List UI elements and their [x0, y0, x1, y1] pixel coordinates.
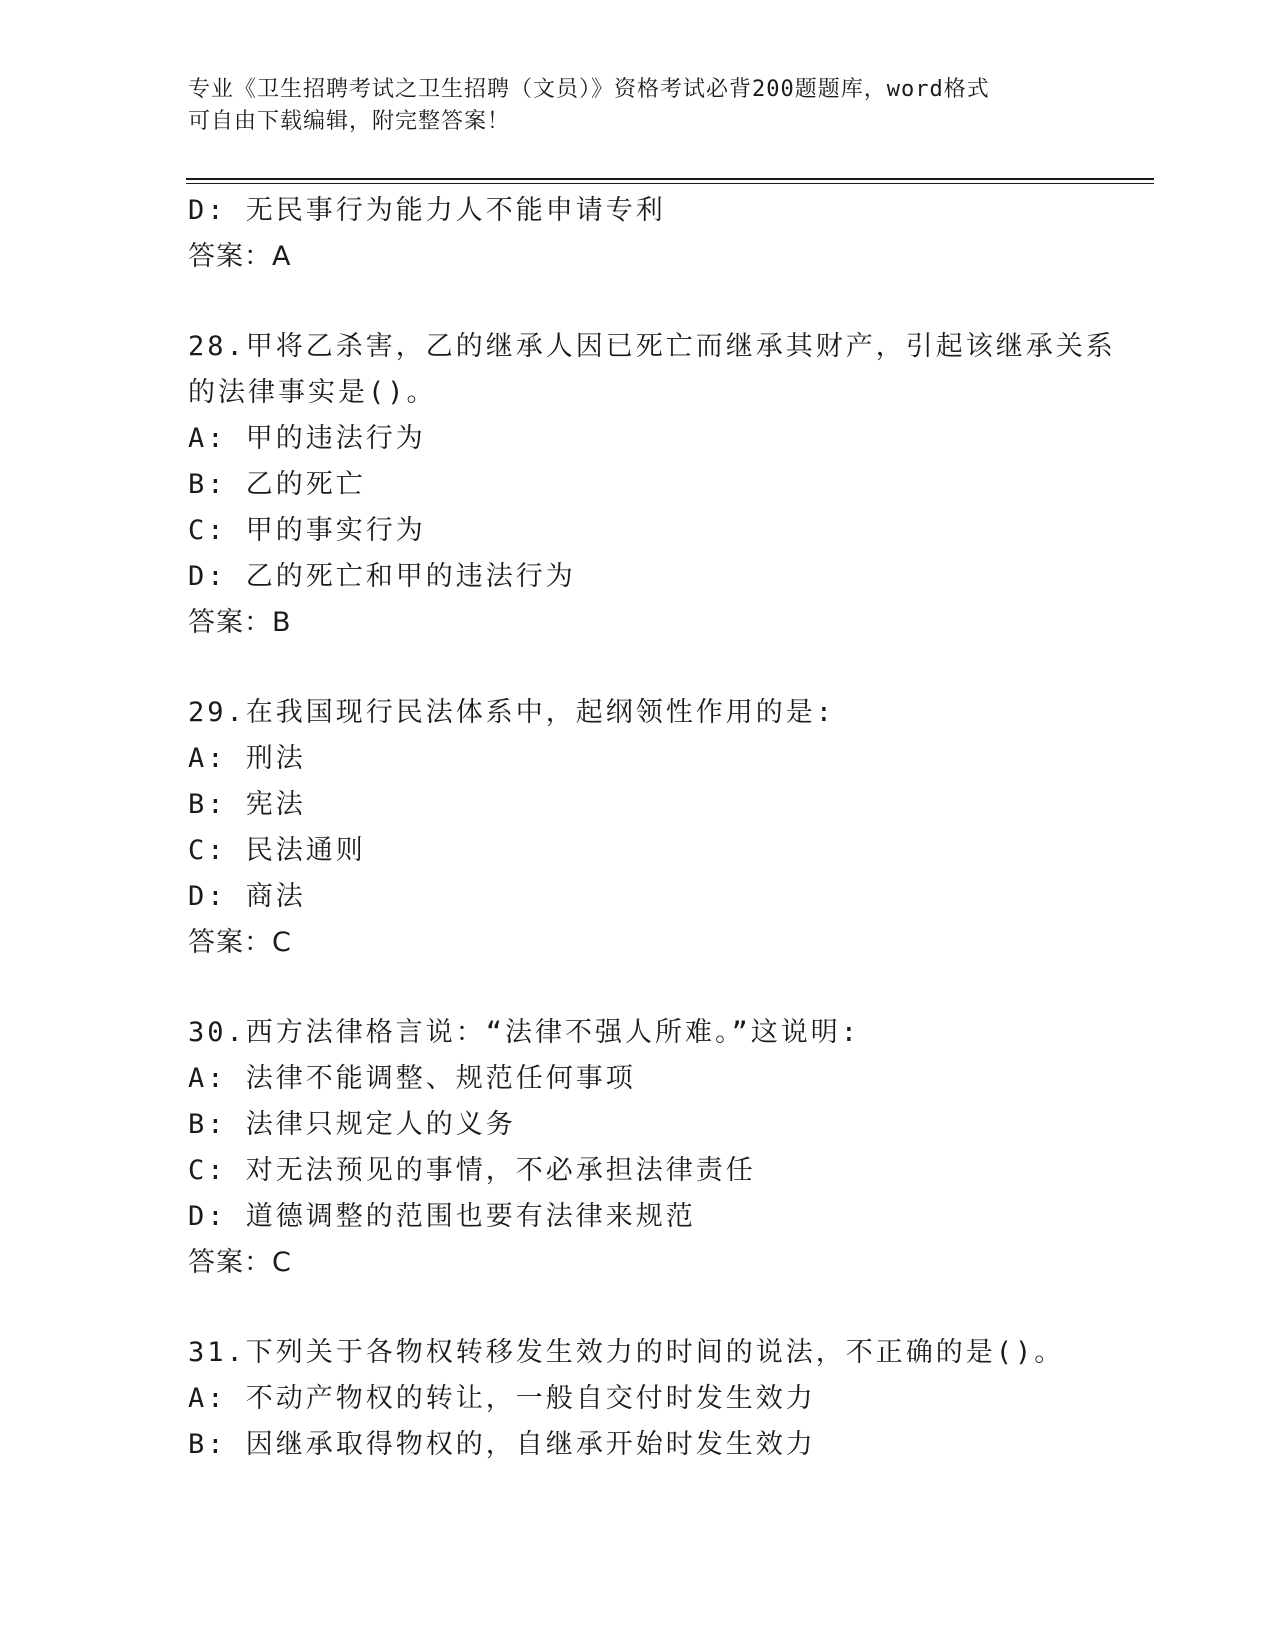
- question-stem-continued: 的法律事实是()。: [188, 377, 437, 408]
- option-a: A: 法律不能调整、规范任何事项: [188, 1063, 636, 1094]
- question-stem: 30.西方法律格言说：“法律不强人所难。”这说明:: [188, 1017, 861, 1048]
- question-30: [188, 1010, 1088, 1286]
- answer-label: 答案：C: [188, 1247, 292, 1278]
- header-line-1: 专业《卫生招聘考试之卫生招聘（文员）》资格考试必背200题题库，word格式: [188, 77, 990, 102]
- option-d: D: 无民事行为能力人不能申请专利: [188, 195, 666, 226]
- option-c: C: 民法通则: [188, 835, 366, 866]
- option-c: C: 甲的事实行为: [188, 515, 426, 546]
- header-line-2: 可自由下载编辑，附完整答案！: [188, 109, 511, 134]
- question-fragment: [188, 188, 1088, 280]
- question-29: [188, 690, 1088, 966]
- question-31: [188, 1330, 1088, 1468]
- question-stem: 31.下列关于各物权转移发生效力的时间的说法，不正确的是()。: [188, 1337, 1065, 1368]
- option-d: D: 乙的死亡和甲的违法行为: [188, 561, 576, 592]
- document-header: [188, 74, 1088, 138]
- answer-label: 答案：A: [188, 241, 292, 272]
- question-stem: 29.在我国现行民法体系中，起纲领性作用的是:: [188, 697, 836, 728]
- header-divider-thick: [186, 178, 1154, 180]
- option-a: A: 甲的违法行为: [188, 423, 426, 454]
- option-a: A: 刑法: [188, 743, 306, 774]
- option-a: A: 不动产物权的转让，一般自交付时发生效力: [188, 1383, 816, 1414]
- document-body: [188, 188, 1116, 1468]
- option-d: D: 道德调整的范围也要有法律来规范: [188, 1201, 696, 1232]
- option-b: B: 乙的死亡: [188, 469, 366, 500]
- header-divider-thin: [186, 183, 1154, 184]
- option-b: B: 法律只规定人的义务: [188, 1109, 516, 1140]
- option-d: D: 商法: [188, 881, 306, 912]
- question-28: [188, 324, 1116, 646]
- answer-label: 答案：B: [188, 607, 292, 638]
- question-stem: 28.甲将乙杀害，乙的继承人因已死亡而继承其财产，引起该继承关系: [188, 331, 1116, 362]
- answer-label: 答案：C: [188, 927, 292, 958]
- option-c: C: 对无法预见的事情，不必承担法律责任: [188, 1155, 756, 1186]
- option-b: B: 宪法: [188, 789, 306, 820]
- option-b: B: 因继承取得物权的，自继承开始时发生效力: [188, 1429, 816, 1460]
